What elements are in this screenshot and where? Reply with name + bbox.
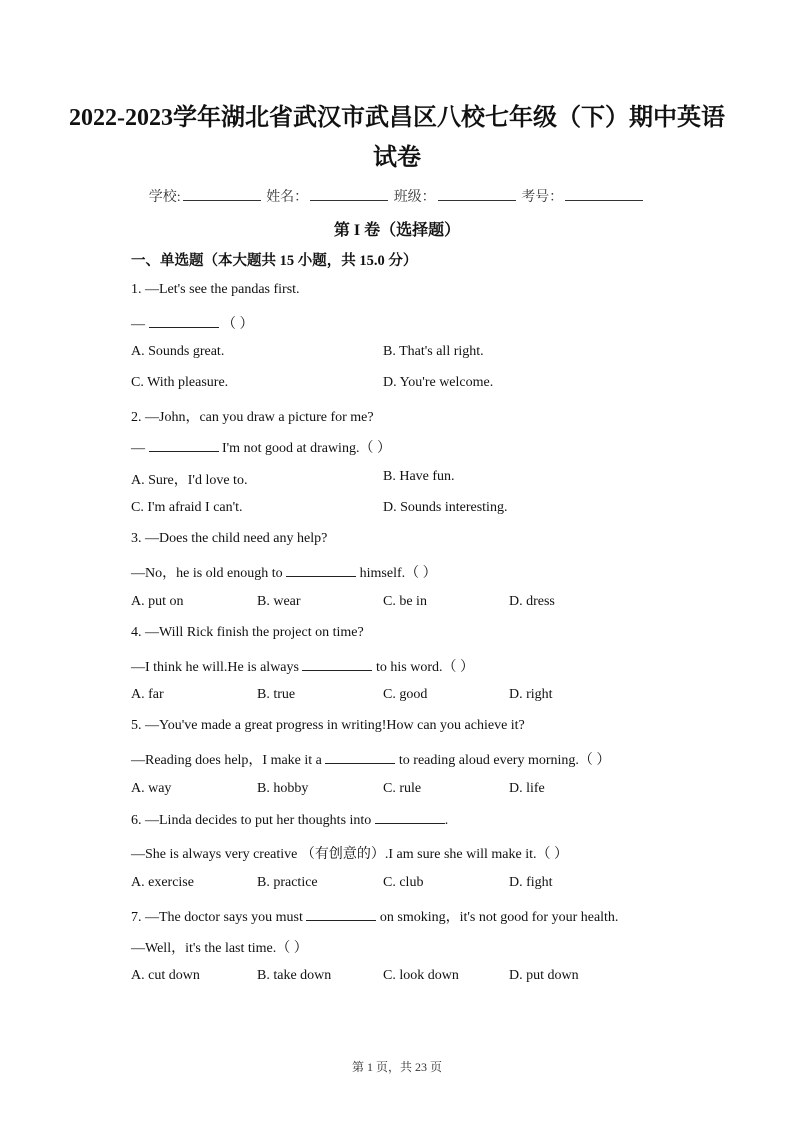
option-1d: D. You're welcome.: [383, 375, 494, 390]
section-title: 第 I 卷（选择题）: [333, 222, 461, 239]
question-blank: [375, 812, 445, 824]
answer-blank: [149, 440, 219, 452]
option-6b: B. practice: [257, 875, 318, 890]
option-7d: D. put down: [509, 968, 579, 983]
option-4b: B. true: [257, 687, 296, 702]
answer-line-4: —I think he will.He is always to his word.（ ）: [131, 660, 474, 675]
answer-line-7: —Well，it's the last time.（ ）: [131, 941, 308, 956]
option-1c: C. With pleasure.: [131, 375, 229, 390]
option-5c: C. rule: [383, 781, 422, 796]
option-3b: B. wear: [257, 594, 301, 609]
answer-blank: [325, 752, 395, 764]
question-3: 3. —Does the child need any help?: [131, 531, 328, 546]
question-5: 5. —You've made a great progress in writing!How can you achieve it?: [131, 718, 525, 733]
option-6a: A. exercise: [131, 875, 194, 890]
exam-no-label: 考号：: [521, 190, 564, 205]
answer-line-5: —Reading does help，I make it a to reading aloud every morning.（ ）: [131, 753, 611, 768]
document-title-line1: 2022-2023学年湖北省武汉市武昌区八校七年级（下）期中英语: [69, 105, 725, 131]
option-7c: C. look down: [383, 968, 459, 983]
question-2: 2. —John，can you draw a picture for me?: [131, 410, 374, 425]
option-4d: D. right: [509, 687, 553, 702]
option-7a: A. cut down: [131, 968, 200, 983]
question-1: 1. —Let's see the pandas first.: [131, 282, 300, 297]
option-3c: C. be in: [383, 594, 427, 609]
answer-line-6: —She is always very creative （有创意的）.I am sure she will make it.（ ）: [131, 847, 569, 862]
option-6c: C. club: [383, 875, 424, 890]
option-4a: A. far: [131, 687, 164, 702]
question-4: 4. —Will Rick finish the project on time?: [131, 625, 364, 640]
answer-line-3: —No，he is old enough to himself.（ ）: [131, 566, 437, 581]
option-5a: A. way: [131, 781, 172, 796]
option-2b: B. Have fun.: [383, 469, 455, 484]
page-footer: 第 1 页，共 23 页: [351, 1060, 442, 1074]
answer-blank: [149, 316, 219, 328]
question-6: 6. —Linda decides to put her thoughts into .: [131, 813, 449, 828]
option-3a: A. put on: [131, 594, 184, 609]
option-4c: C. good: [383, 687, 428, 702]
option-6d: D. fight: [509, 875, 553, 890]
name-blank: [310, 188, 388, 201]
answer-line-1: — （ ）: [131, 317, 254, 332]
option-2a: A. Sure，I'd love to.: [131, 473, 248, 488]
option-5b: B. hobby: [257, 781, 309, 796]
question-blank: [306, 909, 376, 921]
exam-no-blank: [565, 188, 643, 201]
option-2c: C. I'm afraid I can't.: [131, 500, 243, 515]
option-1b: B. That's all right.: [383, 344, 484, 359]
option-2d: D. Sounds interesting.: [383, 500, 508, 515]
option-1a: A. Sounds great.: [131, 344, 225, 359]
option-3d: D. dress: [509, 594, 555, 609]
part-title: 一、单选题（本大题共 15 小题，共 15.0 分）: [131, 253, 418, 269]
document-title-line2: 试卷: [373, 145, 421, 171]
answer-blank: [302, 659, 372, 671]
option-5d: D. life: [509, 781, 545, 796]
student-info-line: [0, 186, 794, 206]
answer-line-2: — I'm not good at drawing.（ ）: [131, 441, 391, 456]
school-label: 学校:: [148, 190, 181, 205]
class-blank: [438, 188, 516, 201]
option-7b: B. take down: [257, 968, 332, 983]
question-7: 7. —The doctor says you must on smoking，it's not good for your health.: [131, 910, 619, 925]
class-label: 班级：: [393, 190, 436, 205]
school-blank: [183, 188, 261, 201]
name-label: 姓名：: [266, 190, 309, 205]
answer-blank: [286, 565, 356, 577]
